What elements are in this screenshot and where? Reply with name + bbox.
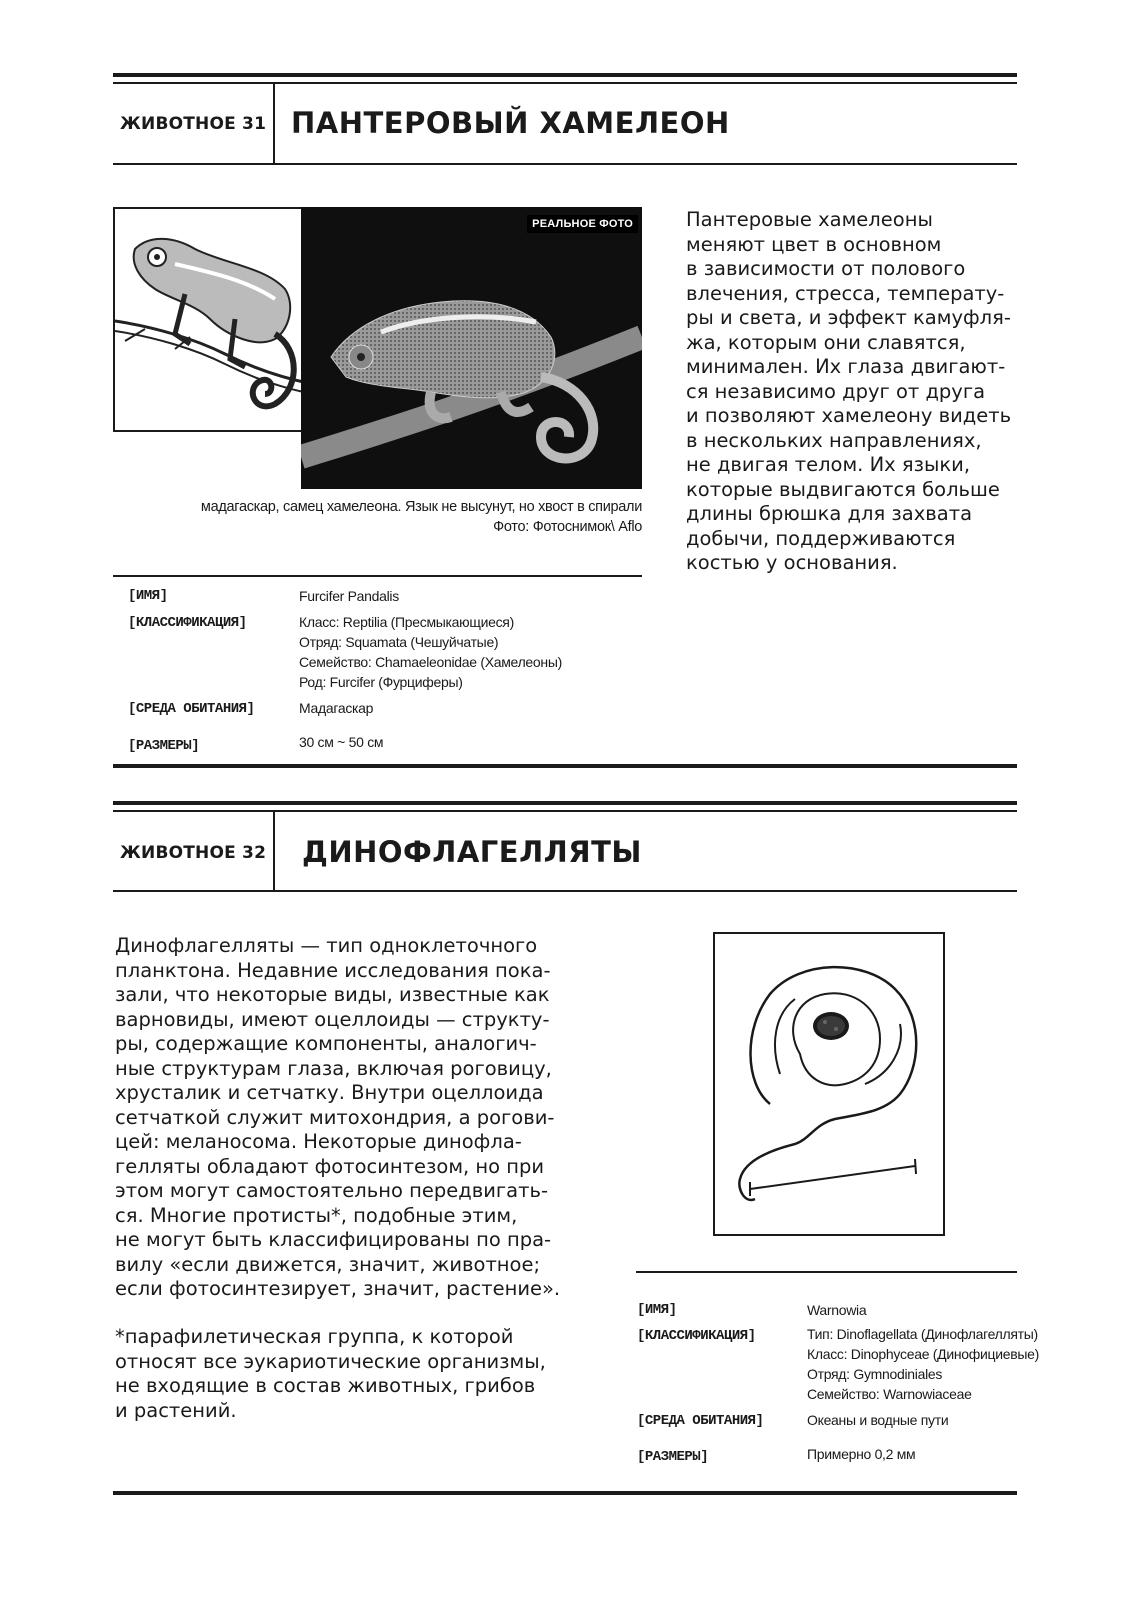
photo-badge: РЕАЛЬНОЕ ФОТО <box>527 215 638 233</box>
info-habitat-key: [СРЕДА ОБИТАНИЯ] <box>128 701 255 717</box>
section2-bottom-rule <box>113 1491 1017 1495</box>
section1-top-rule-2 <box>113 82 1017 84</box>
info-class-value: Класс: Reptilia (Пресмыкающиеся) Отряд: Squamata (Чешуйчатые) Семейство: Chamaeleonidae (Хамелеоны) Род: Furcifer (Фурциферы) <box>299 614 562 690</box>
info2-habitat-key: [СРЕДА ОБИТАНИЯ] <box>637 1413 764 1429</box>
info2-size-key: [РАЗМЕРЫ] <box>637 1449 709 1465</box>
chameleon-illustration <box>113 207 320 432</box>
info2-name-value: Warnowia <box>807 1302 867 1318</box>
dinoflagellate-illustration <box>713 932 945 1236</box>
section1-title: ПАНТЕРОВЫЙ ХАМЕЛЕОН <box>291 106 730 140</box>
section2-title: ДИНОФЛАГЕЛЛЯТЫ <box>302 835 642 869</box>
caption-credit: Фото: Фотоснимок\ Aflo <box>493 519 642 535</box>
section2-footnote: *парафилетическая группа, к которой относят все эукариотические организмы, не входящие в состав животных, грибов и растений. <box>115 1325 546 1422</box>
section1-top-rule-1 <box>113 73 1017 77</box>
section1-header-divider <box>273 84 275 164</box>
photo-caption <box>130 497 642 537</box>
section1-info-top-rule <box>113 575 642 577</box>
info-name-key: [ИМЯ] <box>128 588 168 604</box>
info-class-key: [КЛАССИФИКАЦИЯ] <box>128 615 247 631</box>
section1-header-bottom-rule <box>113 163 1017 165</box>
info2-class-value: Тип: Dinoflagellata (Динофлагелляты) Класс: Dinophyceae (Динофициевые) Отряд: Gymnodiniales Семейство: Warnowiaceae <box>807 1326 1039 1402</box>
section1-animal-number: ЖИВОТНОЕ 31 <box>120 114 267 134</box>
section2-top-rule-2 <box>113 810 1017 812</box>
info2-habitat-value: Океаны и водные пути <box>807 1412 949 1428</box>
section1-description: Пантеровые хамелеоны меняют цвет в основном в зависимости от полового влечения, стресса, температу- ры и света, и эффект камуфля- жа, которым они славятся, минимален. Их глаза двигают- ся независимо друг от друга и позволяют хамелеону видеть в нескольких направлениях, не двигая телом. Их языки, которые выдвигаются больше длины брюшка для захвата добычи, поддерживаются костью у основания. <box>686 208 1012 574</box>
section1-bottom-rule <box>113 764 1017 768</box>
section2-header-bottom-rule <box>113 890 1017 892</box>
section2-info-top-rule <box>636 1271 1017 1273</box>
info2-name-key: [ИМЯ] <box>637 1302 677 1318</box>
info-habitat-value: Мадагаскар <box>299 700 374 716</box>
section2-animal-number: ЖИВОТНОЕ 32 <box>120 843 267 863</box>
caption-line-1: мадагаскар, самец хамелеона. Язык не высунут, но хвост в спирали <box>200 499 642 515</box>
info-size-value: 30 см ~ 50 см <box>299 734 384 750</box>
chameleon-photo <box>301 207 642 489</box>
info-name-value: Furcifer Pandalis <box>299 588 399 604</box>
info2-size-value: Примерно 0,2 мм <box>807 1446 916 1462</box>
info-size-key: [РАЗМЕРЫ] <box>128 738 200 754</box>
section2-header-divider <box>273 812 275 892</box>
info2-class-key: [КЛАССИФИКАЦИЯ] <box>637 1328 756 1344</box>
section2-top-rule-1 <box>113 801 1017 805</box>
section2-description: Динофлагелляты — тип одноклеточного планктона. Недавние исследования пока- зали, что некоторые виды, известные как варновиды, имеют оцеллоиды — структу- ры, содержащие компоненты, аналогич- ные структурам глаза, включая роговицу, хрусталик и сетчатку. Внутри оцеллоида сетчаткой служит митохондрия, а рогови- цей: меланосома. Некоторые динофла- гелляты обладают фотосинтезом, но при этом могут самостоятельно передвигать- ся. Многие протисты*, подобные этим, не могут быть классифицированы по пра- вилу «если движется, значит, животное; если фотосинтезирует, значит, растение». <box>115 934 561 1300</box>
